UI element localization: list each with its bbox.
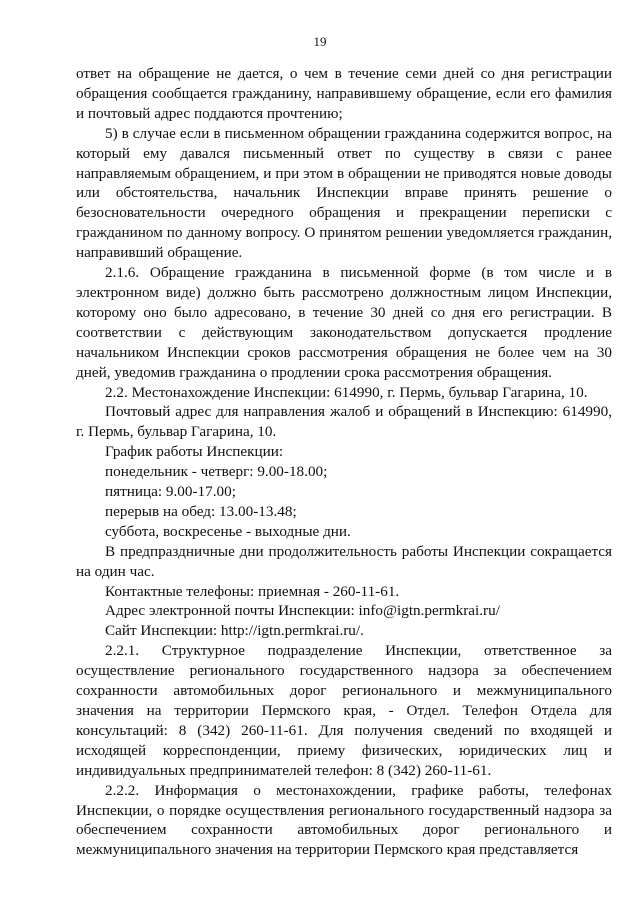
paragraph-postal-address: Почтовый адрес для направления жалоб и обращений в Инспекцию: 614990, г. Пермь, бульвар Гагарина, 10. bbox=[76, 403, 612, 441]
schedule-lunch-break: перерыв на обед: 13.00-13.48; bbox=[105, 502, 297, 520]
contact-email: Адрес электронной почты Инспекции: info@igtn.permkrai.ru/ bbox=[105, 602, 500, 620]
paragraph-2-2-location: 2.2. Местонахождение Инспекции: 614990, г. Пермь, бульвар Гагарина, 10. bbox=[105, 383, 588, 401]
paragraph-2-1-6: 2.1.6. Обращение гражданина в письменной форме (в том числе и в электронном виде) должно быть рассмотрено должностным лицом Инспекции, которому оно было адресовано, в течение 30 дней со дня его регистрации. В соответствии с действующим законодательством допускается продление начальником Инспекции сроков рассмотрения обращения не более чем на 30 дней, уведомив гражданина о продлении срока рассмотрения обращения. bbox=[76, 264, 612, 381]
schedule-mon-thu: понедельник - четверг: 9.00-18.00; bbox=[105, 463, 328, 481]
contact-phones: Контактные телефоны: приемная - 260-11-61. bbox=[105, 582, 400, 600]
document-body bbox=[76, 64, 612, 860]
paragraph-response-notice: ответ на обращение не дается, о чем в течение семи дней со дня регистрации обращения сообщается гражданину, направившему обращение, если его фамилия и почтовый адрес поддаются прочтению; bbox=[76, 65, 612, 122]
schedule-weekend: суббота, воскресенье - выходные дни. bbox=[105, 522, 351, 540]
schedule-friday: пятница: 9.00-17.00; bbox=[105, 483, 236, 501]
paragraph-pre-holiday: В предпраздничные дни продолжительность работы Инспекции сокращается на один час. bbox=[76, 542, 612, 580]
contact-website: Сайт Инспекции: http://igtn.permkrai.ru/. bbox=[105, 622, 364, 640]
paragraph-2-2-2: 2.2.2. Информация о местонахождении, графике работы, телефонах Инспекции, о порядке осуществления регионального государственный надзора за обеспечением сохранности автомобильных дорог регионального и межмуниципального значения на территории Пермского края представляется bbox=[76, 781, 612, 859]
paragraph-2-2-1: 2.2.1. Структурное подразделение Инспекции, ответственное за осуществление регионального государственного надзора за обеспечением сохранности автомобильных дорог регионального и межмуниципального значения на территории Пермского края, - Отдел. Телефон Отдела для консультаций: 8 (342) 260-11-61. Для получения сведений по входящей и исходящей корреспонденции, приему физических, юридических лиц и индивидуальных предпринимателей телефон: 8 (342) 260-11-61. bbox=[76, 642, 612, 779]
schedule-heading: График работы Инспекции: bbox=[105, 443, 284, 461]
paragraph-item-5: 5) в случае если в письменном обращении гражданина содержится вопрос, на который ему давался письменный ответ по существу в связи с ранее направляемым обращением, и при этом в обращении не приводятся новые доводы или обстоятельства, начальник Инспекции вправе принять решение о безосновательности очередного обращения и прекращении переписки с гражданином по данному вопросу. О принятом решении уведомляется гражданин, направивший обращение. bbox=[76, 124, 612, 262]
page-number: 19 bbox=[313, 34, 327, 49]
